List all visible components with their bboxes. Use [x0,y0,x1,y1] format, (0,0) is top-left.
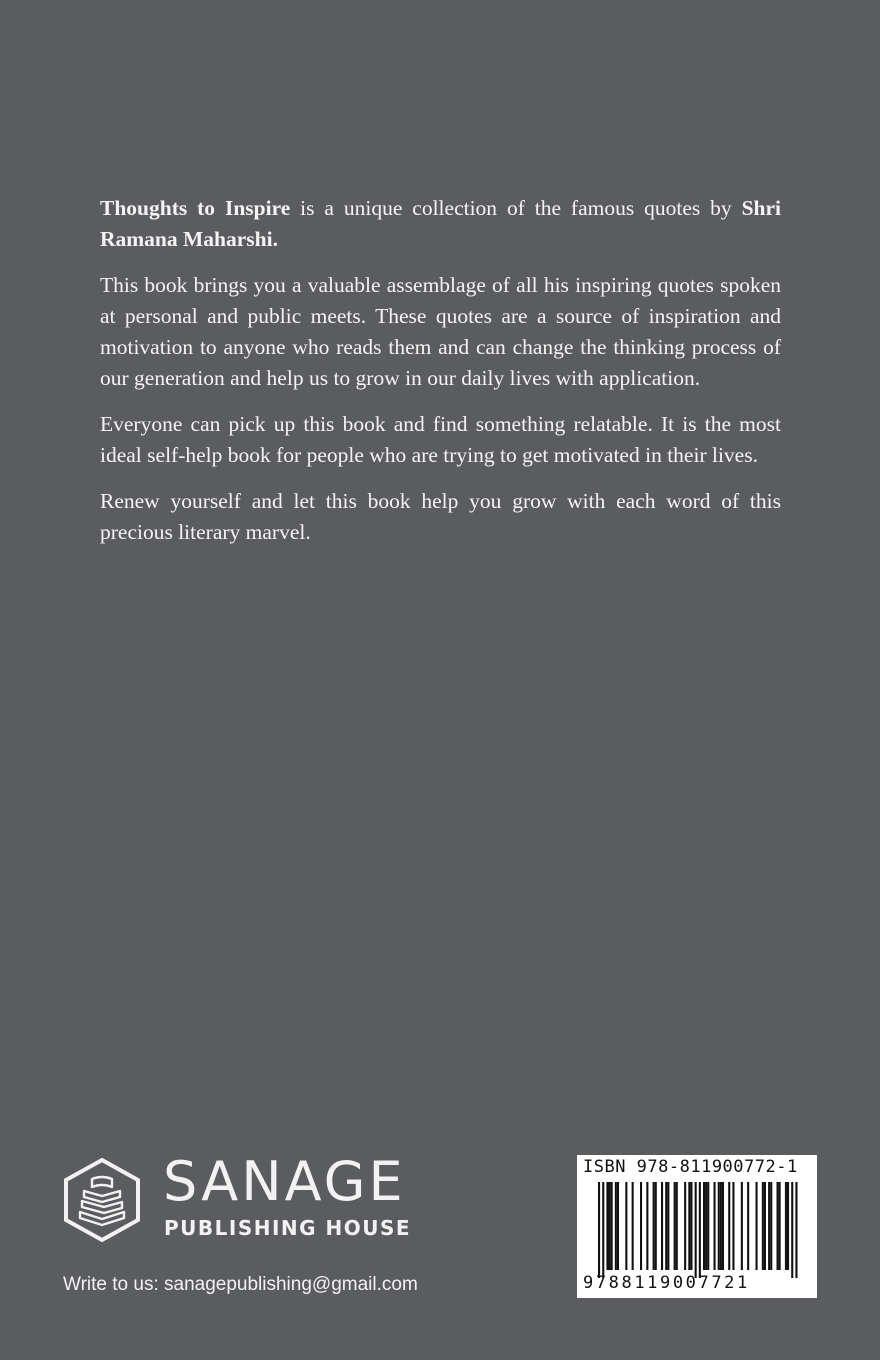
barcode-bar [646,1182,648,1270]
description-paragraph-2: This book brings you a valuable assemblage of all his inspiring quotes spoken at personal and public meets. These quotes are a source of inspiration and motivation to anyone who reads them and can change the thinking process of our generation and help us to grow in our daily lives with application. [100,273,781,390]
barcode-bar [617,1182,619,1270]
barcode-bar [695,1182,697,1278]
barcode-bar [661,1182,663,1270]
barcode-bar [598,1182,600,1278]
barcode-bar [606,1182,608,1270]
barcode-bar [665,1182,667,1270]
barcode-bar [720,1182,722,1270]
barcode-bar [768,1182,770,1270]
publisher-name: SANAGE [163,1150,406,1213]
author-name: Shri Ramana Maharshi. [100,196,782,251]
barcode-bar [699,1182,701,1278]
barcode-bar [722,1182,724,1270]
barcode-bar [684,1182,686,1270]
barcode-bar [732,1182,734,1270]
barcode-bar [777,1182,779,1270]
barcode-bar [787,1182,789,1270]
contact-label: Write to us: [63,1274,165,1295]
barcode-bar [779,1182,781,1270]
back-cover-description [100,193,781,563]
description-paragraph-4: Renew yourself and let this book help you grow with each word of this precious literary marvel. [100,489,781,544]
description-paragraph-1 [100,193,781,255]
barcode-bar [632,1182,634,1270]
barcode-bar [747,1182,749,1270]
isbn-barcode [577,1155,817,1298]
barcode-bar [676,1182,678,1270]
barcode-bar [741,1182,743,1270]
barcode-bar [707,1182,709,1270]
contact-email-link[interactable]: sanagepublishing@gmail.com [164,1274,418,1295]
barcode-bar [690,1182,692,1270]
barcode-bar [762,1182,764,1270]
barcode-bar [611,1182,613,1270]
publisher-subtitle: PUBLISHING HOUSE [164,1216,412,1240]
barcode-bar [667,1182,669,1270]
description-paragraph-3: Everyone can pick up this book and find something relatable. It is the most ideal self-help book for people who are trying to get motivated in their lives. [100,412,781,467]
barcode-bar [615,1182,617,1270]
barcode-bar [728,1182,730,1270]
barcode-bar [703,1182,705,1270]
barcode-bar [609,1182,611,1270]
barcode-bar [655,1182,657,1270]
description-intro-text: is a unique collection of the famous quotes by [290,196,742,220]
isbn-label: ISBN 978-811900772-1 [583,1157,798,1177]
contact-line [63,1272,418,1298]
barcode-bar [640,1182,642,1270]
barcode-bar [653,1182,655,1270]
barcode-digits: 9788119007721 [583,1273,750,1293]
barcode-bar [785,1182,787,1270]
barcode-bar [718,1182,720,1270]
barcode-bar [625,1182,627,1270]
barcode-bar [756,1182,758,1270]
barcode-bar [770,1182,772,1270]
book-title: Thoughts to Inspire [100,196,291,220]
barcode-bar [714,1182,716,1270]
hexagon-books-icon [62,1157,142,1243]
barcode-bar [674,1182,676,1270]
barcode-bar [688,1182,690,1270]
barcode-bar [791,1182,793,1278]
barcode-bar [795,1182,797,1278]
barcode-bar [705,1182,707,1270]
barcode-bar [764,1182,766,1270]
barcode-bar [602,1182,604,1278]
